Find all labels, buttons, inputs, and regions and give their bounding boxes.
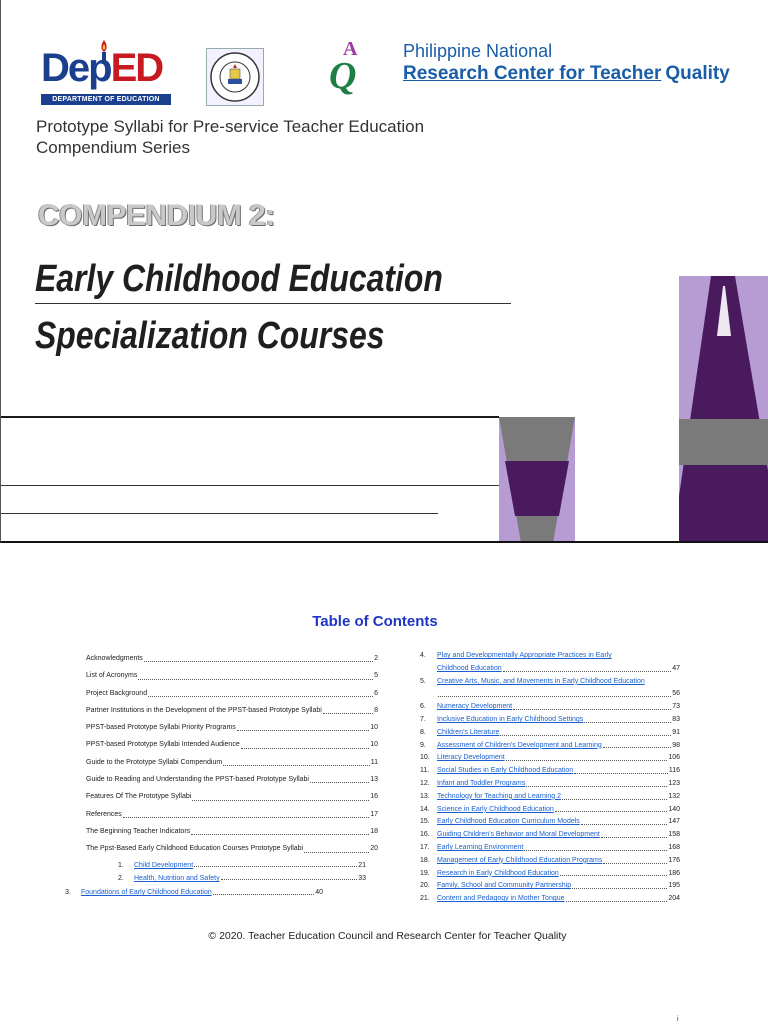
divider-line bbox=[1, 485, 499, 486]
leader-dots bbox=[566, 901, 668, 902]
toc-entry[interactable]: 5. Creative Arts, Music, and Movements in Early Childhood Education 56 bbox=[420, 676, 680, 702]
toc-page: 176 bbox=[668, 856, 680, 864]
leader-dots bbox=[601, 837, 668, 838]
toc-link[interactable]: Management of Early Childhood Education Programs bbox=[437, 856, 603, 864]
toc-entry[interactable]: 11. Social Studies in Early Childhood Education 116 bbox=[420, 765, 680, 778]
toc-page: 11 bbox=[370, 758, 378, 766]
leader-dots bbox=[241, 748, 369, 749]
toc-link[interactable]: Assessment of Children's Development and Learning bbox=[437, 741, 602, 749]
toc-entry[interactable]: 15. Early Childhood Education Curriculum Models 147 bbox=[420, 816, 680, 829]
toc-label: List of Acronyms bbox=[86, 672, 138, 680]
leader-dots bbox=[506, 760, 668, 761]
leader-dots bbox=[560, 875, 668, 876]
toc-page: 6 bbox=[374, 689, 378, 697]
compendium-heading: COMPENDIUM 2: bbox=[38, 199, 275, 232]
toc-entry[interactable] bbox=[86, 840, 378, 857]
toc-entry-3[interactable]: 3. Foundations of Early Childhood Education 40 bbox=[65, 886, 323, 900]
toc-page: 2 bbox=[374, 655, 378, 662]
decorative-triangles bbox=[499, 276, 768, 543]
toc-page: 17 bbox=[370, 810, 378, 818]
leader-dots bbox=[513, 709, 671, 710]
toc-page: 10 bbox=[370, 741, 378, 749]
toc-link[interactable]: Infant and Toddler Programs bbox=[437, 779, 526, 787]
toc-page: 33 bbox=[358, 875, 366, 882]
toc-page: 106 bbox=[668, 754, 680, 762]
leader-dots bbox=[304, 852, 369, 853]
toc-page: 20 bbox=[370, 845, 378, 853]
toc-label: PPST-based Prototype Syllabi Priority Programs bbox=[86, 724, 236, 732]
deped-subtitle: DEPARTMENT OF EDUCATION bbox=[41, 94, 171, 105]
leader-dots bbox=[503, 671, 672, 672]
toc-entry[interactable] bbox=[86, 736, 378, 753]
seal-icon bbox=[207, 49, 263, 105]
deped-wordmark: DepED bbox=[41, 46, 163, 90]
toc-link[interactable]: Science in Early Childhood Education bbox=[437, 805, 554, 813]
toc-page: 204 bbox=[668, 895, 680, 903]
toc-label: Partner Institutions in the Development of the PPST-based Prototype Syllabi bbox=[86, 706, 322, 714]
divider-line bbox=[1, 416, 499, 418]
main-title-line1: Early Childhood Education bbox=[35, 258, 443, 300]
leader-dots bbox=[572, 888, 667, 889]
toc-entry[interactable] bbox=[86, 719, 378, 736]
toc-link[interactable]: Content and Pedagogy in Mother Tongue bbox=[437, 895, 565, 903]
page-number: i bbox=[677, 1016, 679, 1023]
toc-page: 21 bbox=[358, 862, 366, 869]
toc-label: Guide to Reading and Understanding the PPST-based Prototype Syllabi bbox=[86, 776, 309, 784]
series-title: Prototype Syllabi for Pre-service Teacher Education Compendium Series bbox=[36, 117, 425, 157]
leader-dots bbox=[310, 782, 369, 783]
toc-page: 98 bbox=[672, 741, 680, 749]
leader-dots bbox=[323, 713, 373, 714]
toc-link[interactable]: Childhood Education bbox=[437, 664, 502, 672]
toc-link[interactable]: Creative Arts, Music, and Movements in Early Childhood Education bbox=[437, 677, 645, 685]
toc-entry[interactable] bbox=[86, 685, 378, 702]
toc-entry[interactable] bbox=[86, 754, 378, 771]
leader-dots bbox=[138, 679, 373, 680]
leader-dots bbox=[603, 863, 667, 864]
toc-link[interactable]: Technology for Teaching and Learning 2 bbox=[437, 792, 562, 800]
toc-page: 56 bbox=[672, 690, 680, 698]
toc-page: 140 bbox=[668, 805, 680, 813]
leader-dots bbox=[191, 834, 369, 835]
toc-entry[interactable] bbox=[86, 823, 378, 840]
toc-page: 73 bbox=[672, 703, 680, 711]
toc-link[interactable]: Guiding Children's Behavior and Moral Development bbox=[437, 831, 600, 839]
toc-page: 10 bbox=[370, 724, 378, 732]
toc-entry[interactable] bbox=[86, 771, 378, 788]
toc-entry[interactable]: 14. Science in Early Childhood Education 140 bbox=[420, 804, 680, 817]
toc-label: The Beginning Teacher Indicators bbox=[86, 827, 191, 835]
toc-link[interactable]: Health, Nutrition and Safety bbox=[134, 875, 220, 882]
toc-page: 16 bbox=[370, 793, 378, 801]
toc-entry[interactable]: 17. Early Learning Environment 168 bbox=[420, 842, 680, 855]
toc-page: 186 bbox=[668, 869, 680, 877]
leader-dots bbox=[574, 773, 668, 774]
toc-entry[interactable]: 4. Play and Developmentally Appropriate Practices in Early Childhood Education 47 bbox=[420, 650, 680, 676]
toc-link[interactable]: Research in Early Childhood Education bbox=[437, 869, 559, 877]
toc-link[interactable]: Foundations of Early Childhood Education bbox=[81, 889, 212, 896]
leader-dots bbox=[192, 800, 369, 801]
toc-link[interactable]: Family, School and Community Partnership bbox=[437, 882, 572, 890]
toc-entry[interactable]: 8. Children's Literature 91 bbox=[420, 727, 680, 740]
toc-entry[interactable] bbox=[86, 788, 378, 805]
leader-dots bbox=[524, 850, 667, 851]
leader-dots bbox=[213, 894, 314, 895]
divider-line bbox=[1, 513, 438, 514]
toc-label: References bbox=[86, 810, 122, 818]
leader-dots bbox=[123, 817, 369, 818]
leader-dots bbox=[237, 730, 369, 731]
leader-dots bbox=[223, 765, 370, 766]
toc-label: Guide to the Prototype Syllabi Compendium bbox=[86, 758, 223, 766]
main-title-line2: Specialization Courses bbox=[35, 315, 385, 357]
toc-link[interactable]: Numeracy Development bbox=[437, 703, 513, 711]
title-divider bbox=[35, 303, 511, 304]
toc-entry[interactable]: 10. Literacy Development 106 bbox=[420, 752, 680, 765]
toc-left-column bbox=[86, 650, 378, 858]
copyright: © 2020. Teacher Education Council and Research Center for Teacher Quality bbox=[208, 930, 567, 942]
toc-page: 18 bbox=[370, 827, 378, 835]
toc-sub-list bbox=[118, 859, 366, 885]
toc-entry[interactable] bbox=[86, 806, 378, 823]
toc-link[interactable]: Play and Developmentally Appropriate Practices in Early bbox=[437, 652, 612, 659]
toc-label: Features Of The Prototype Syllabi bbox=[86, 793, 192, 801]
toc-label: PPST-based Prototype Syllabi Intended Audience bbox=[86, 741, 240, 749]
leader-dots bbox=[581, 824, 668, 825]
toc-page: 147 bbox=[668, 818, 680, 826]
toc-link[interactable]: Child Development bbox=[134, 862, 194, 869]
leader-dots bbox=[221, 879, 358, 880]
toc-label: Project Background bbox=[86, 689, 148, 697]
toc-entry[interactable]: 9. Assessment of Children's Development and Learning 98 bbox=[420, 740, 680, 753]
toc-entry[interactable]: 6. Numeracy Development 73 bbox=[420, 701, 680, 714]
toc-title: Table of Contents bbox=[312, 613, 438, 630]
toc-page: 168 bbox=[668, 843, 680, 851]
toc-page: 13 bbox=[370, 776, 378, 784]
toc-label: Acknowledgments bbox=[86, 655, 143, 662]
toc-link[interactable]: Social Studies in Early Childhood Education bbox=[437, 767, 574, 775]
leader-dots bbox=[438, 696, 671, 697]
toc-entry[interactable] bbox=[86, 667, 378, 684]
leader-dots bbox=[526, 786, 667, 787]
toc-page: 132 bbox=[668, 792, 680, 800]
toc-page: 91 bbox=[672, 728, 680, 736]
rctq-aq-logo: A Q bbox=[329, 38, 358, 97]
toc-link[interactable]: Early Learning Environment bbox=[437, 843, 524, 851]
toc-entry[interactable] bbox=[86, 702, 378, 719]
toc-entry[interactable]: 1. Child Development 21 bbox=[118, 859, 366, 872]
teacher-education-council-seal bbox=[206, 48, 264, 106]
toc-entry[interactable]: 13. Technology for Teaching and Learning 2 132 bbox=[420, 791, 680, 804]
toc-page: 158 bbox=[668, 831, 680, 839]
deped-logo bbox=[39, 38, 173, 106]
leader-dots bbox=[500, 735, 671, 736]
toc-entry[interactable]: 19. Research in Early Childhood Education 186 bbox=[420, 868, 680, 881]
toc-link[interactable]: Early Childhood Education Curriculum Models bbox=[437, 818, 580, 826]
toc-link[interactable]: Children's Literature bbox=[437, 728, 500, 736]
toc-page: 195 bbox=[668, 882, 680, 890]
toc-link[interactable]: Literacy Development bbox=[437, 754, 505, 762]
toc-link[interactable]: Inclusive Education in Early Childhood Settings bbox=[437, 715, 584, 723]
toc-label: The Ppst-Based Early Childhood Education Courses Prototype Syllabi bbox=[86, 845, 304, 853]
toc-page: 123 bbox=[668, 779, 680, 787]
toc-entry[interactable]: 16. Guiding Children's Behavior and Moral Development 158 bbox=[420, 829, 680, 842]
toc-page: 8 bbox=[374, 706, 378, 714]
toc-entry[interactable]: 21. Content and Pedagogy in Mother Tongue 204 bbox=[420, 893, 680, 906]
toc-right-column bbox=[420, 650, 680, 906]
leader-dots bbox=[144, 661, 373, 662]
leader-dots bbox=[555, 811, 668, 812]
toc-page: 47 bbox=[672, 664, 680, 672]
toc-page: 116 bbox=[668, 767, 680, 775]
leader-dots bbox=[584, 722, 671, 723]
toc-entry[interactable]: 12. Infant and Toddler Programs 123 bbox=[420, 778, 680, 791]
leader-dots bbox=[148, 696, 373, 697]
toc-page: 40 bbox=[315, 889, 323, 896]
toc-entry[interactable]: 20. Family, School and Community Partnership 195 bbox=[420, 880, 680, 893]
toc-entry[interactable]: 7. Inclusive Education in Early Childhood Settings 83 bbox=[420, 714, 680, 727]
leader-dots bbox=[194, 866, 357, 867]
toc-page: 83 bbox=[672, 715, 680, 723]
toc-page: 5 bbox=[374, 672, 378, 680]
toc-entry[interactable]: 18. Management of Early Childhood Education Programs 176 bbox=[420, 855, 680, 868]
toc-entry[interactable] bbox=[86, 650, 378, 667]
leader-dots bbox=[562, 799, 667, 800]
rctq-name: Philippine National Research Center for Teacher Quality bbox=[403, 41, 730, 84]
toc-entry[interactable]: 2. Health, Nutrition and Safety 33 bbox=[118, 872, 366, 885]
leader-dots bbox=[603, 747, 671, 748]
